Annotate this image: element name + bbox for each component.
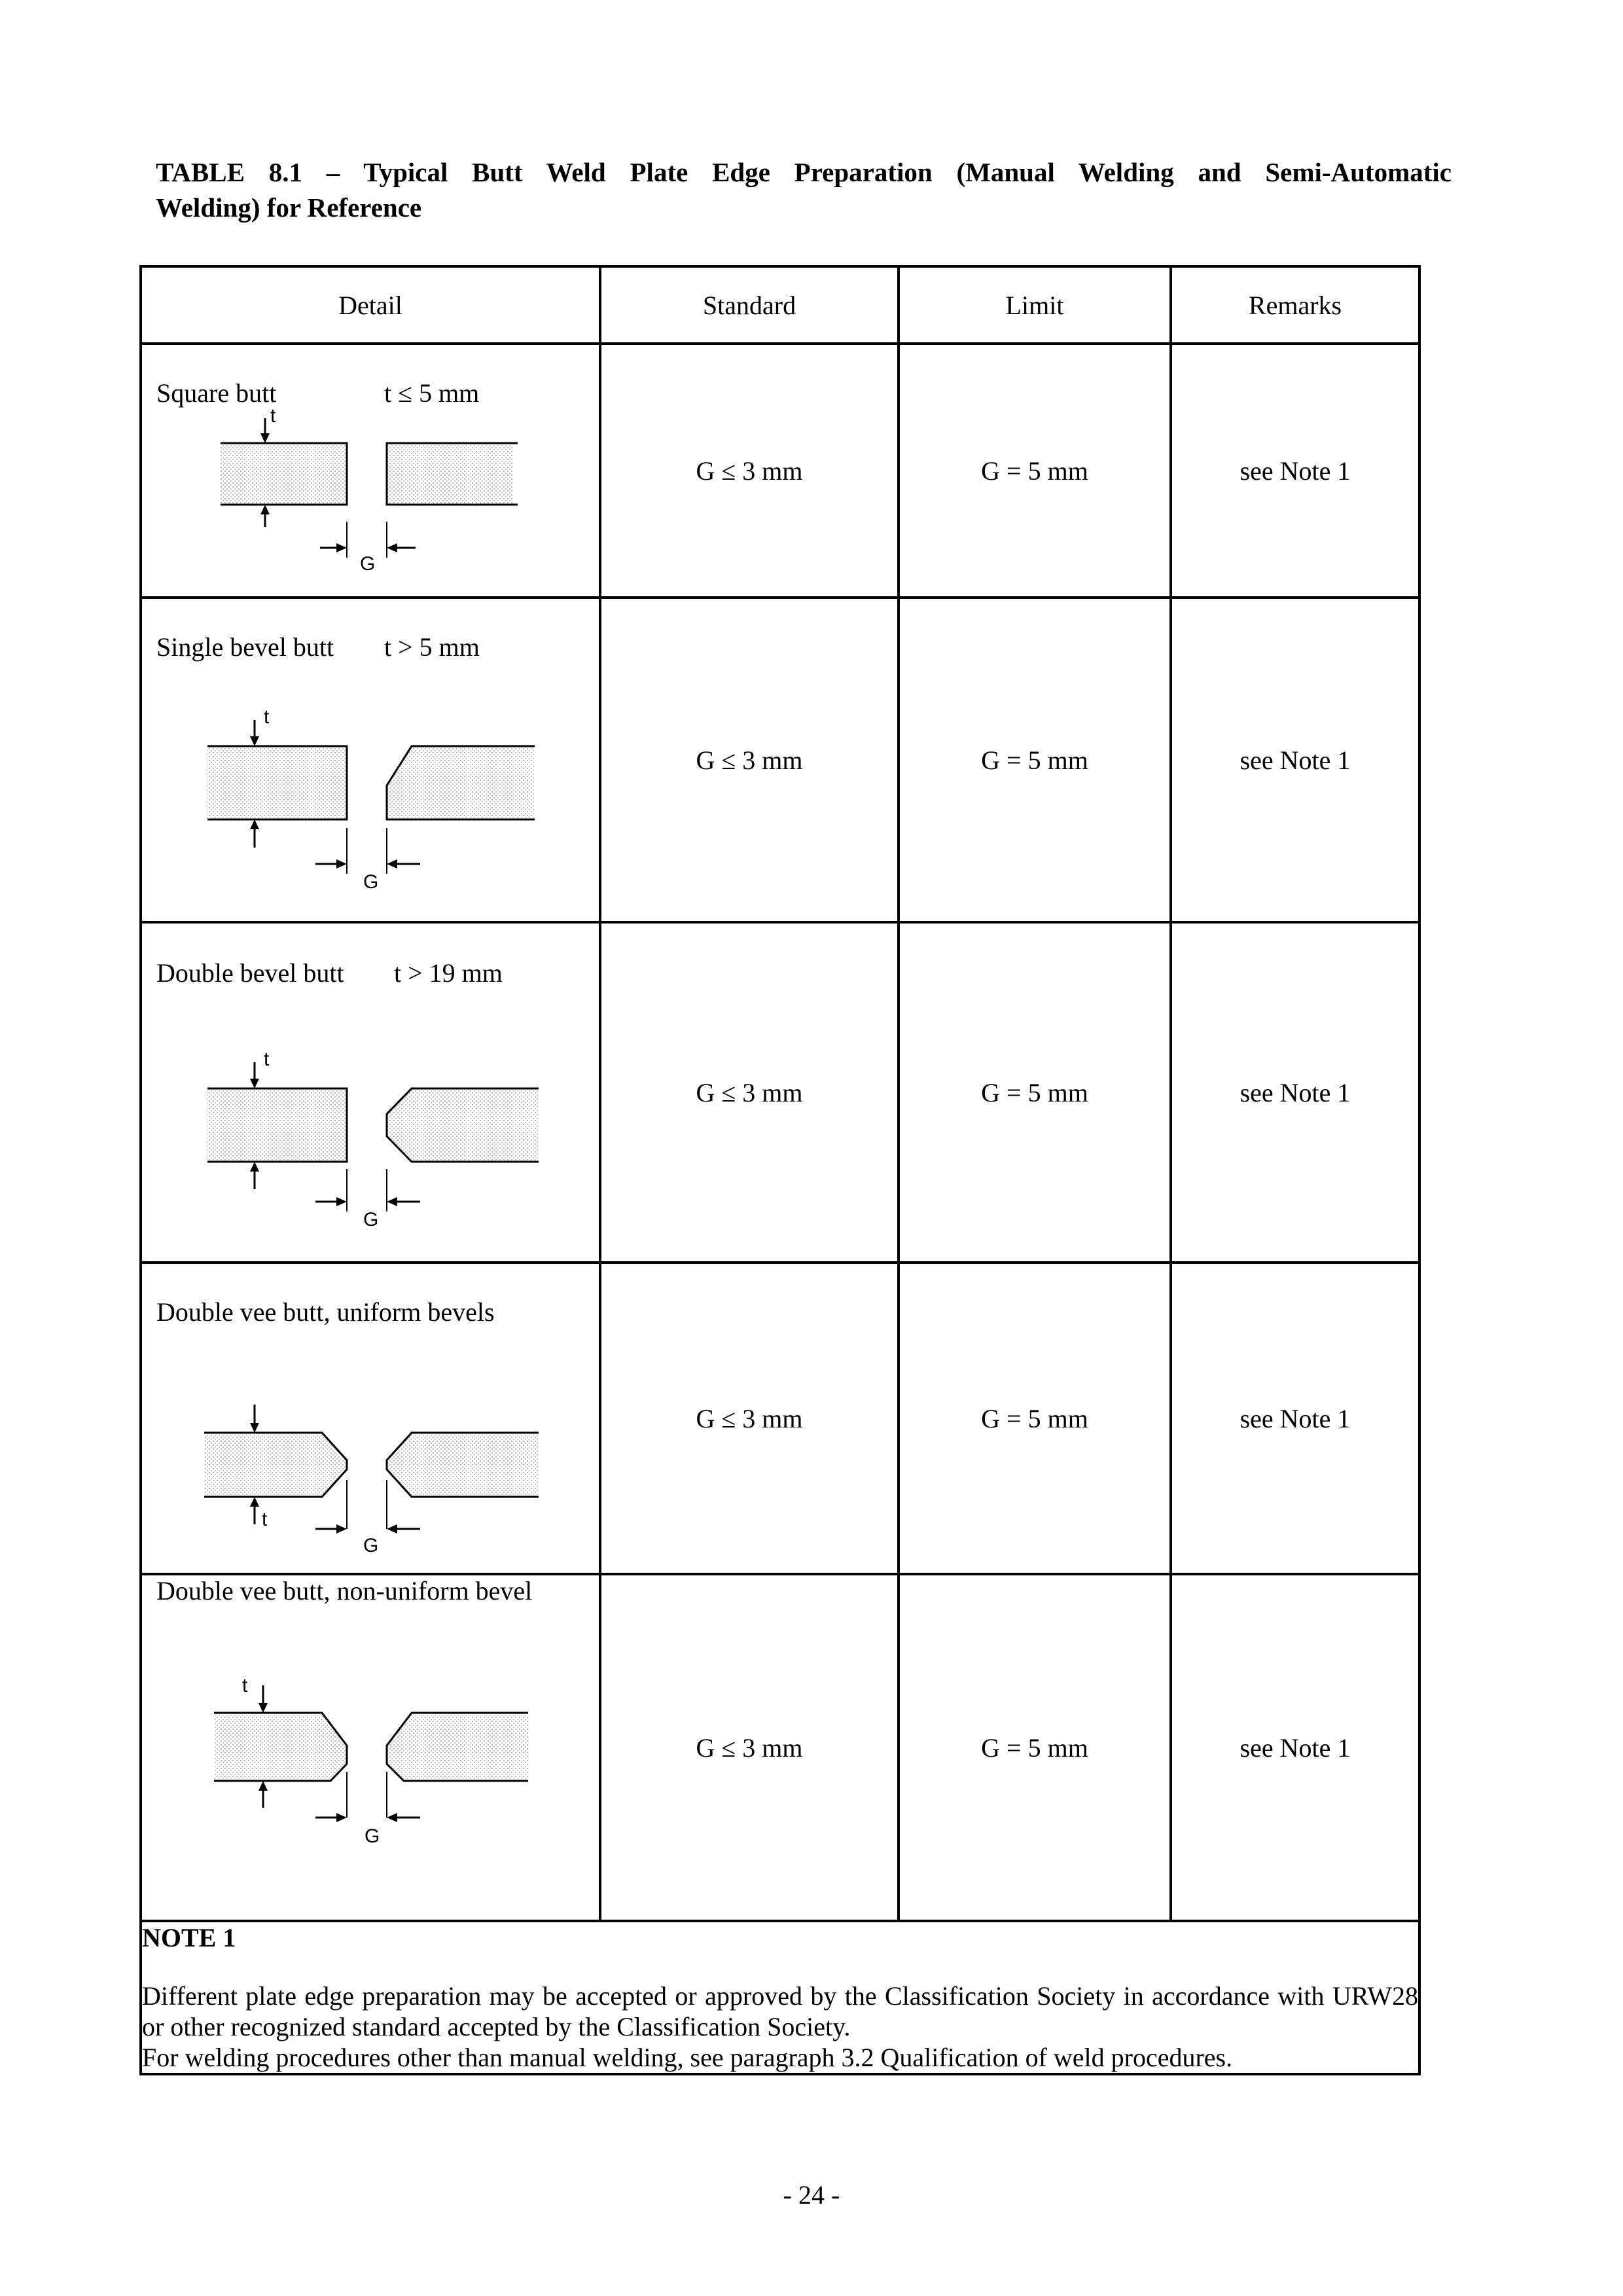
header-limit: Limit: [899, 266, 1171, 344]
weld-type-label: Square butt: [156, 378, 277, 408]
table-header-row: [141, 266, 1419, 344]
title-line-2: Welding) for Reference: [156, 192, 422, 223]
dimension-t-label: t: [270, 405, 276, 427]
header-standard: Standard: [600, 266, 899, 344]
remarks-cell: see Note 1: [1171, 598, 1419, 922]
note-paragraph: Different plate edge preparation may be accepted or approved by the Classification Society in accordance with URW28 or other recognized standard accepted by the Classification Society.: [142, 1981, 1418, 2041]
standard-cell: G ≤ 3 mm: [600, 1574, 899, 1921]
table-row: [141, 1263, 1419, 1574]
note-heading: NOTE 1: [142, 1923, 236, 1952]
dimension-g-label: G: [363, 1535, 379, 1556]
note-row: [141, 1921, 1419, 2074]
limit-cell: G = 5 mm: [899, 922, 1171, 1263]
remarks-cell: see Note 1: [1171, 344, 1419, 598]
note-paragraph: For welding procedures other than manual welding, see paragraph 3.2 Qualification of weld procedures.: [142, 2043, 1233, 2072]
square-butt-diagram: [142, 345, 601, 596]
detail-cell: [141, 1574, 600, 1921]
dimension-g-label: G: [360, 553, 376, 575]
weld-type-label: Double vee butt, uniform bevels: [156, 1297, 495, 1327]
title-line-1: TABLE 8.1 – Typical Butt Weld Plate Edge Preparation (Manual Welding and Semi-Automatic: [156, 157, 1452, 187]
weld-type-label: Single bevel butt: [156, 632, 334, 662]
header-detail: Detail: [141, 266, 600, 344]
limit-cell: G = 5 mm: [899, 598, 1171, 922]
limit-cell: G = 5 mm: [899, 1263, 1171, 1574]
header-remarks: Remarks: [1171, 266, 1419, 344]
single-bevel-butt-diagram: [142, 599, 601, 921]
table-row: [141, 344, 1419, 598]
table-row: [141, 922, 1419, 1263]
dimension-g-label: G: [363, 1209, 379, 1230]
remarks-cell: see Note 1: [1171, 1263, 1419, 1574]
limit-cell: G = 5 mm: [899, 1574, 1171, 1921]
dimension-t-label: t: [262, 1509, 268, 1530]
detail-cell: [141, 1263, 600, 1574]
limit-cell: G = 5 mm: [899, 344, 1171, 598]
double-vee-uniform-diagram: [142, 1264, 601, 1573]
note-cell: [141, 1921, 1419, 2074]
remarks-cell: see Note 1: [1171, 922, 1419, 1263]
standard-cell: G ≤ 3 mm: [600, 344, 899, 598]
thickness-condition: t > 19 mm: [394, 958, 503, 988]
dimension-t-label: t: [242, 1675, 248, 1696]
weld-type-label: Double bevel butt: [156, 958, 344, 988]
table-title: [156, 154, 1452, 225]
weld-type-label: Double vee butt, non-uniform bevel: [156, 1576, 533, 1605]
table-row: [141, 1574, 1419, 1921]
dimension-t-label: t: [264, 706, 270, 728]
detail-cell: [141, 598, 600, 922]
double-vee-nonuniform-diagram: [142, 1575, 601, 1920]
standard-cell: G ≤ 3 mm: [600, 598, 899, 922]
remarks-cell: see Note 1: [1171, 1574, 1419, 1921]
standard-cell: G ≤ 3 mm: [600, 922, 899, 1263]
page-number: - 24 -: [783, 2180, 840, 2210]
dimension-g-label: G: [363, 871, 379, 893]
table-row: [141, 598, 1419, 922]
dimension-g-label: G: [365, 1825, 380, 1847]
detail-cell: [141, 922, 600, 1263]
dimension-t-label: t: [264, 1049, 270, 1070]
thickness-condition: t ≤ 5 mm: [384, 378, 480, 408]
standard-cell: G ≤ 3 mm: [600, 1263, 899, 1574]
double-bevel-butt-diagram: [142, 924, 601, 1261]
weld-preparation-table: [139, 265, 1421, 2075]
thickness-condition: t > 5 mm: [384, 632, 480, 662]
detail-cell: [141, 344, 600, 598]
